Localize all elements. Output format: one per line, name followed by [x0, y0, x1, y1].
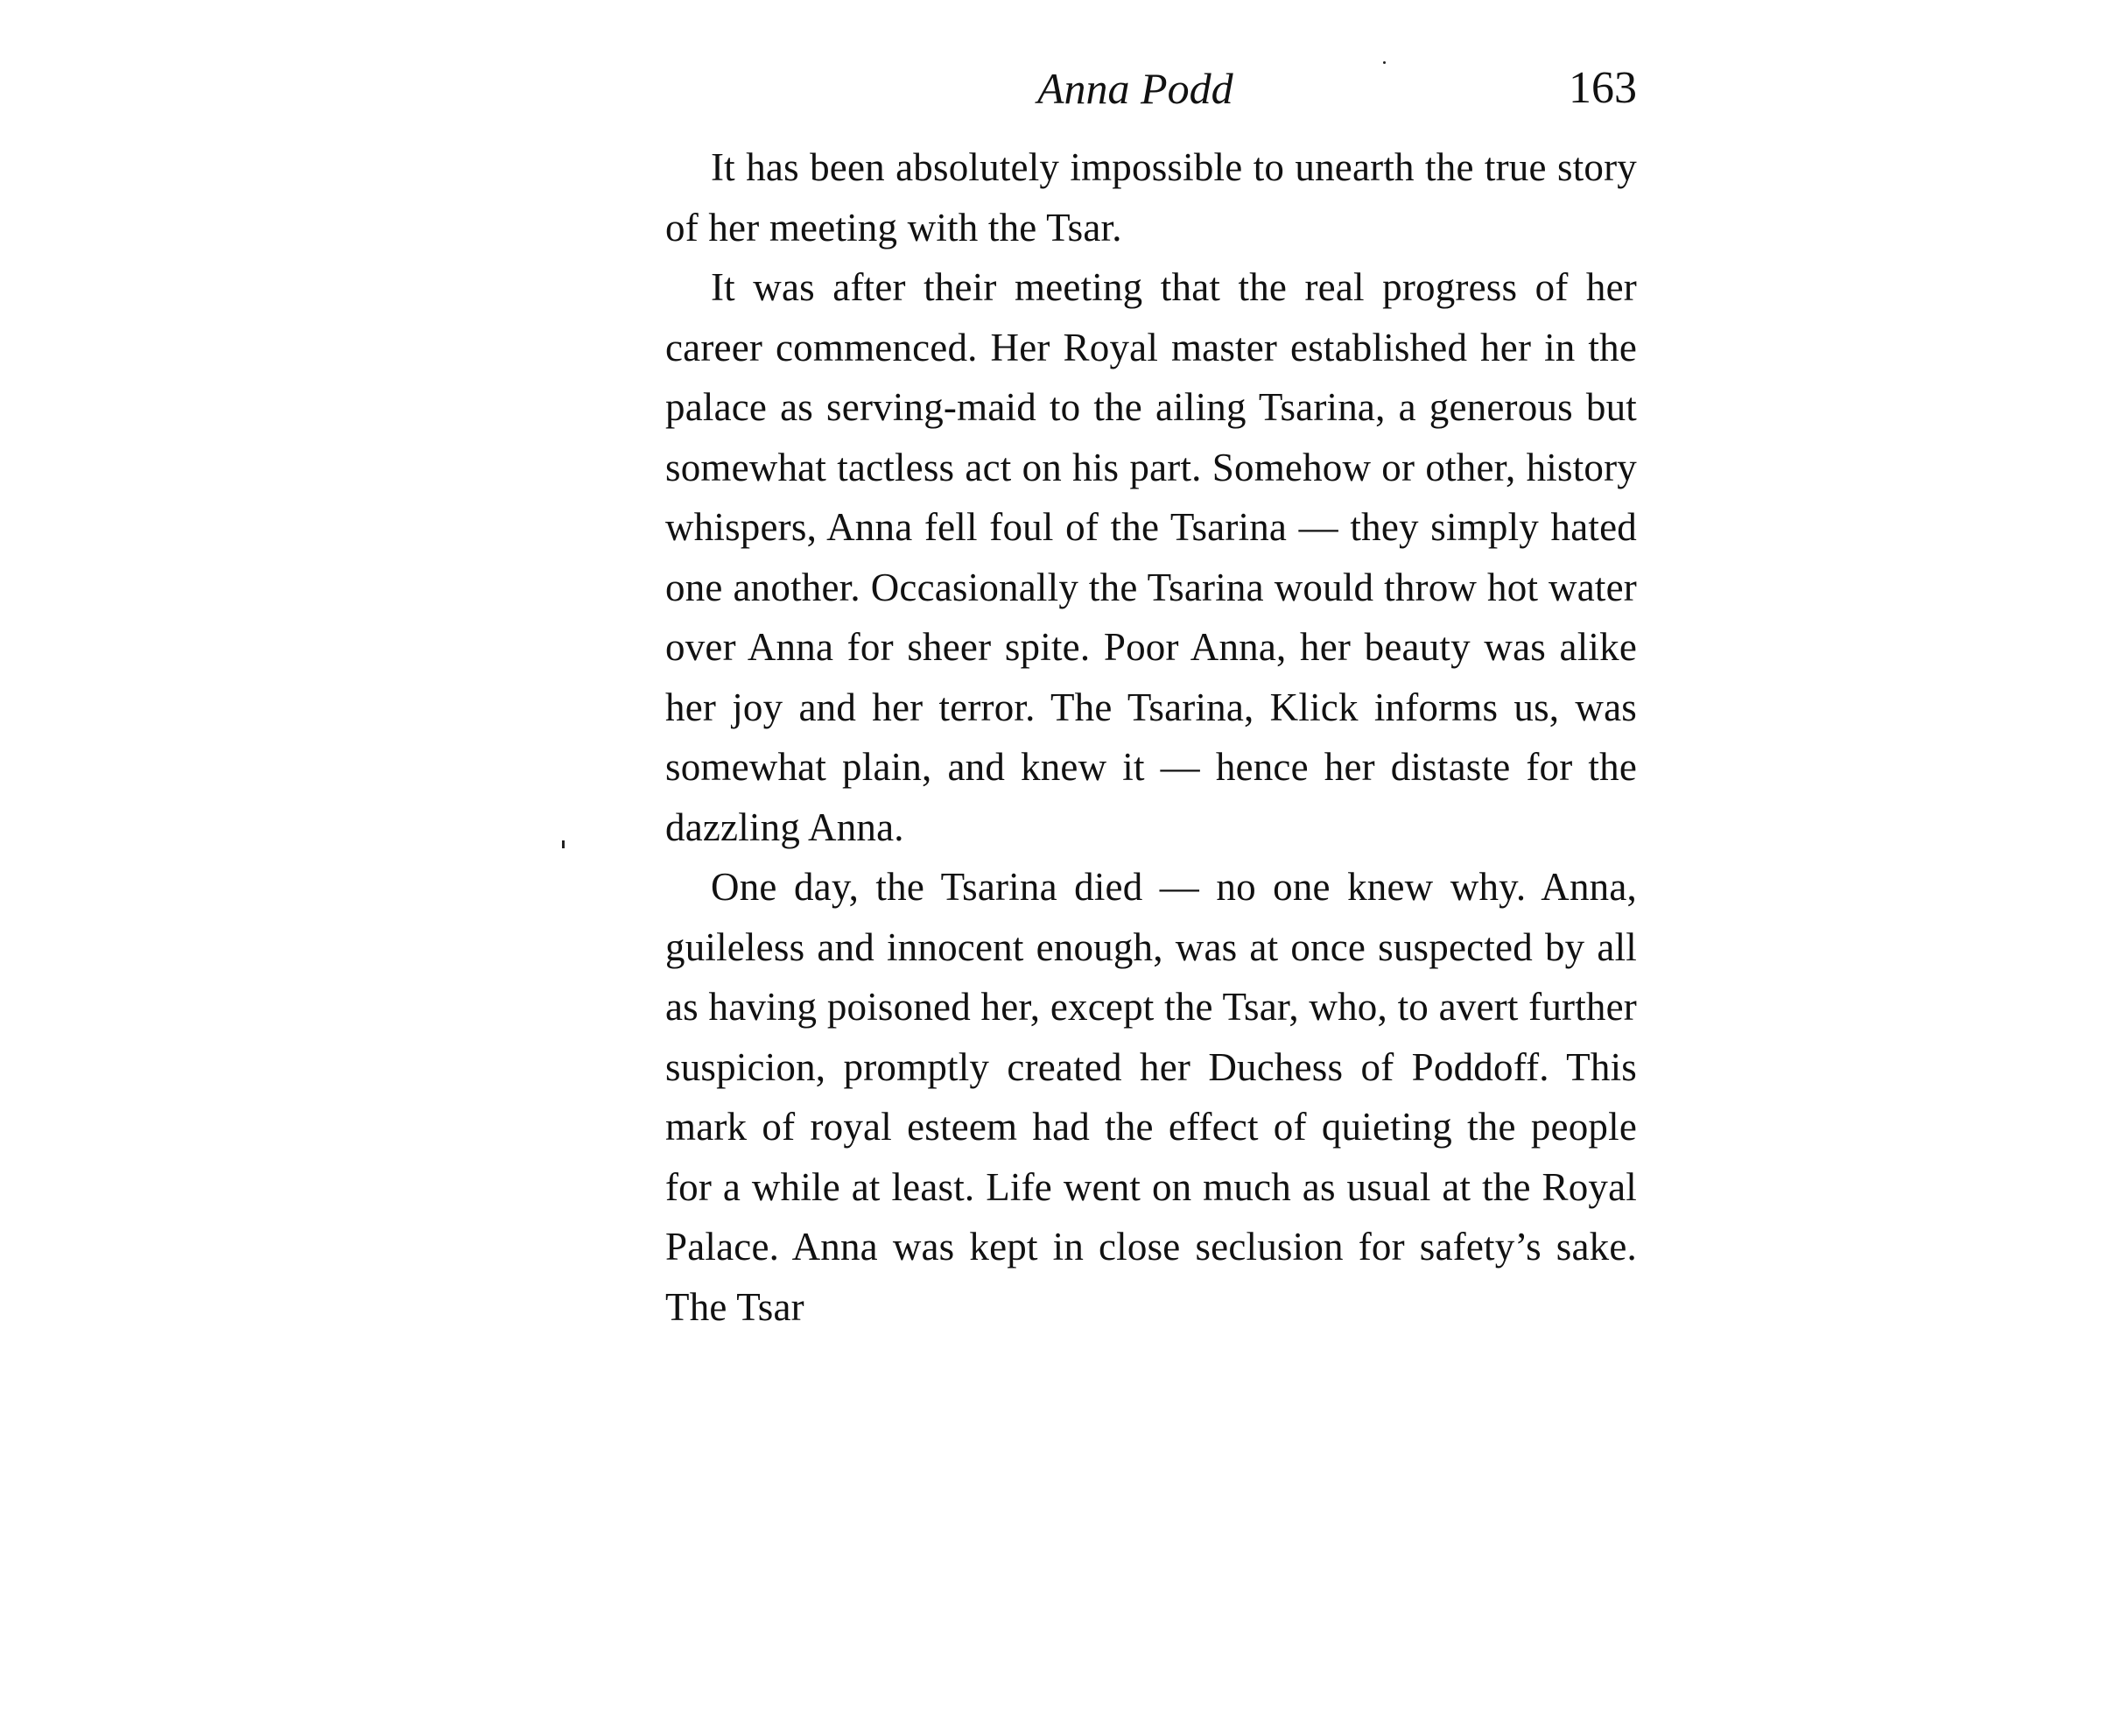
body-text [665, 137, 1637, 1337]
paragraph-career: It was after their meeting that the real progress of her career commenced. Her Royal master established her in the palace as serving-maid to the ailing Tsarina, a generous but somewhat tactless act on his part. Somehow or other, history whispers, Anna fell foul of the Tsarina — they simply hated one another. Occasionally the Tsarina would throw hot water over Anna for sheer spite. Poor Anna, her beauty was alike her joy and her terror. The Tsarina, Klick informs us, was somewhat plain, and knew it — hence her distaste for the dazzling Anna. [665, 265, 1637, 849]
scan-speck [562, 840, 565, 848]
page-number: 163 [1569, 63, 1637, 113]
scan-speck [1383, 61, 1386, 64]
paragraph-meeting: It has been absolutely impossible to unearth the true story of her meeting with the Tsar. [665, 145, 1637, 250]
paragraph-tsarina-death: One day, the Tsarina died — no one knew why. Anna, guileless and innocent enough, was at once suspected by all as having poisoned her, except the Tsar, who, to avert further suspicion, promptly created her Duchess of Poddoff. This mark of royal esteem had the effect of quieting the people for a while at least. Life went on much as usual at the Royal Palace. Anna was kept in close seclusion for safety’s sake. The Tsar [665, 865, 1637, 1329]
running-head [665, 58, 1637, 119]
running-title: Anna Podd [1037, 64, 1233, 113]
